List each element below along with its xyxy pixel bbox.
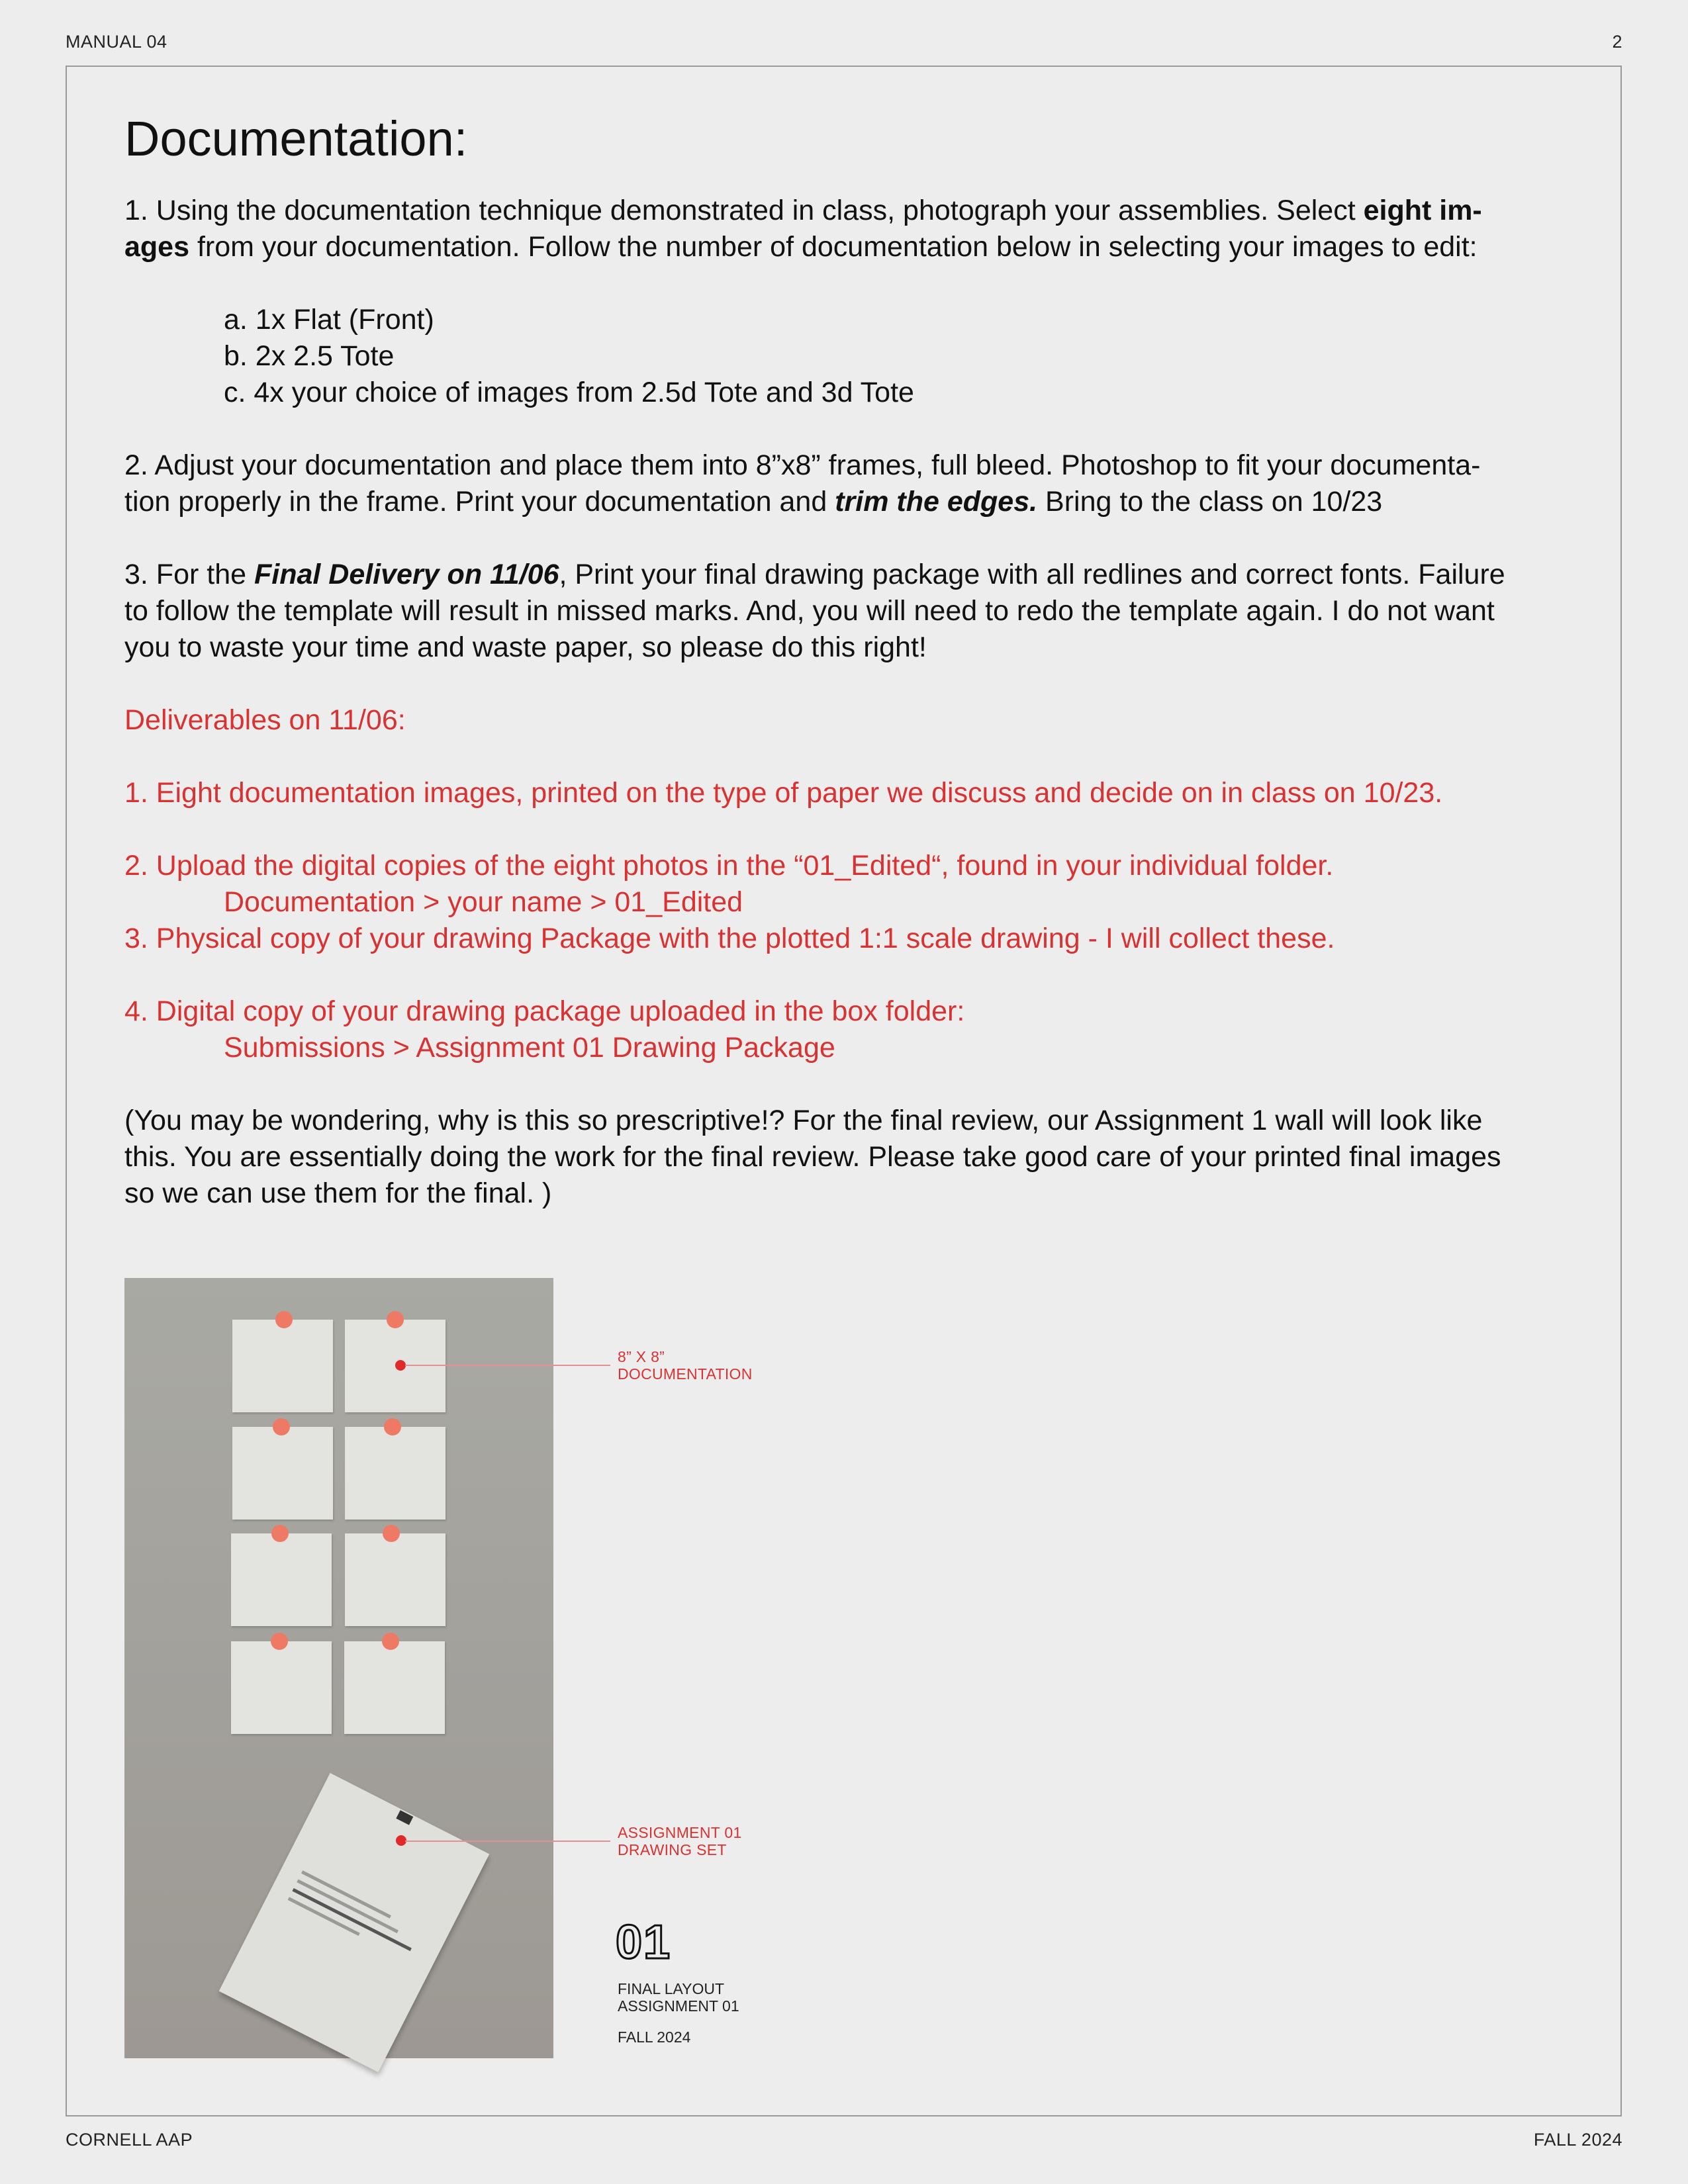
deliverable-path: Documentation > your name > 01_Edited: [224, 886, 743, 918]
pushpin: [387, 1311, 404, 1328]
pushpin: [273, 1418, 290, 1435]
main-content: [124, 109, 1561, 1212]
pushpin: [384, 1418, 401, 1435]
instruction-3-text-b: , Print your final drawing package with all redlines and correct fonts. Failure: [559, 559, 1505, 590]
callout-marker: [395, 1360, 406, 1371]
deliverable-item: 1. Eight documentation images, printed on the type of paper we discuss and decide on in class on 10/23.: [124, 777, 1443, 809]
sublist-item: c. 4x your choice of images from 2.5d Tote and 3d Tote: [224, 377, 914, 408]
deliverable-item: 2. Upload the digital copies of the eight photos in the “01_Edited“, found in your individual folder.: [124, 850, 1334, 882]
instruction-1-text-a: 1. Using the documentation technique demonstrated in class, photograph your assemblies. Select: [124, 195, 1364, 226]
deliverable-path: Submissions > Assignment 01 Drawing Package: [224, 1032, 835, 1064]
pushpin: [271, 1525, 289, 1542]
callout-leader-line: [405, 1365, 610, 1366]
instruction-1-bold-2: ages: [124, 231, 190, 263]
figure-term: FALL 2024: [618, 2028, 691, 2046]
layout-number: 01: [616, 1916, 672, 1969]
instruction-3: [124, 557, 1561, 666]
page-number: 2: [1612, 32, 1622, 52]
instruction-1-text-b: from your documentation. Follow the number of documentation below in selecting your images to edit:: [189, 231, 1477, 263]
instruction-3-line-2: to follow the template will result in missed marks. And, you will need to redo the template again. I do not want: [124, 595, 1495, 627]
figure-caption-line-2: ASSIGNMENT 01: [618, 1997, 739, 2015]
print-sheet: [345, 1427, 445, 1520]
instruction-2-text-b: Bring to the class on 10/23: [1037, 486, 1383, 518]
callout-documentation-line-2: DOCUMENTATION: [618, 1365, 753, 1383]
pushpin: [275, 1311, 293, 1328]
page-title: Documentation:: [124, 111, 468, 166]
print-sheet: [231, 1533, 332, 1626]
instruction-2: [124, 447, 1561, 520]
figure-caption-line-1: FINAL LAYOUT: [618, 1980, 725, 1997]
deliverable-item: 3. Physical copy of your drawing Package with the plotted 1:1 scale drawing - I will collect these.: [124, 923, 1335, 954]
sublist-item: b. 2x 2.5 Tote: [224, 340, 395, 372]
figure-caption: [618, 1980, 739, 2015]
instruction-2-line-1: 2. Adjust your documentation and place them into 8”x8” frames, full bleed. Photoshop to fit your documenta-: [124, 449, 1481, 481]
callout-drawing-set-line-1: ASSIGNMENT 01: [618, 1824, 742, 1841]
closing-note-line-1: (You may be wondering, why is this so prescriptive!? For the final review, our Assignment 1 wall will look like: [124, 1105, 1483, 1136]
print-sheet: [344, 1641, 445, 1734]
closing-note-line-2: this. You are essentially doing the work for the final review. Please take good care of your printed final images: [124, 1141, 1501, 1173]
callout-drawing-set: [618, 1824, 742, 1858]
deliverable-item: 4. Digital copy of your drawing package uploaded in the box folder:: [124, 995, 965, 1027]
callout-documentation-line-1: 8” X 8”: [618, 1348, 665, 1365]
print-sheet: [231, 1641, 332, 1734]
instruction-2-emphasis: trim the edges.: [835, 486, 1038, 518]
deliverables-heading: Deliverables on 11/06:: [124, 704, 406, 736]
footer-term: FALL 2024: [1533, 2130, 1622, 2150]
instruction-3-text-a: 3. For the: [124, 559, 254, 590]
callout-leader-line: [405, 1841, 610, 1842]
print-sheet: [345, 1533, 445, 1626]
closing-note-line-3: so we can use them for the final. ): [124, 1177, 552, 1209]
callout-documentation: [618, 1348, 753, 1383]
pushpin: [271, 1633, 288, 1650]
instruction-3-emphasis: Final Delivery on 11/06: [254, 559, 559, 590]
pushpin: [383, 1525, 400, 1542]
instruction-2-text-a: tion properly in the frame. Print your documentation and: [124, 486, 835, 518]
instruction-1-bold: eight im-: [1363, 195, 1482, 226]
sublist-item: a. 1x Flat (Front): [224, 304, 434, 336]
running-header-title: MANUAL 04: [66, 32, 167, 52]
callout-drawing-set-line-2: DRAWING SET: [618, 1841, 727, 1858]
closing-note: [124, 1103, 1561, 1212]
pushpin: [382, 1633, 399, 1650]
footer-institution: CORNELL AAP: [66, 2130, 193, 2150]
instruction-3-line-3: you to waste your time and waste paper, so please do this right!: [124, 631, 927, 663]
print-sheet: [232, 1320, 333, 1412]
instruction-1: [124, 193, 1561, 265]
print-sheet: [232, 1427, 333, 1520]
